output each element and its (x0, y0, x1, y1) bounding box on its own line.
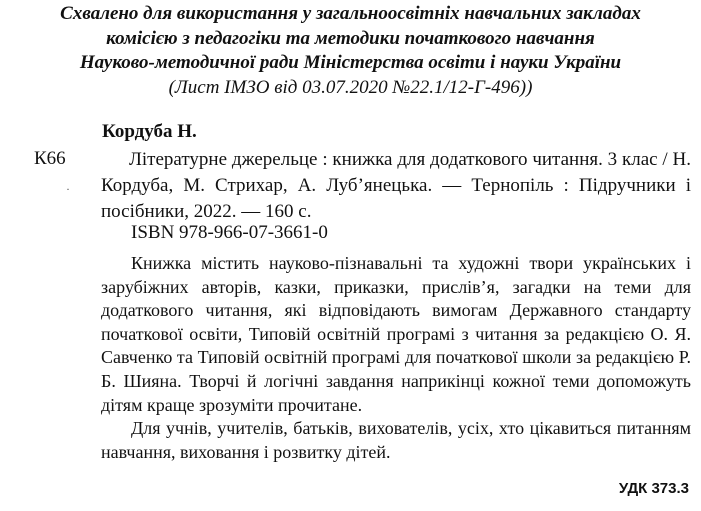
annotation-paragraph-2: Для учнів, учителів, батьків, вихователів, усіх, хто цікавиться питанням навчання, виховання і розвитку дітей. (101, 418, 691, 462)
margin-mark: · (66, 182, 70, 196)
isbn: ISBN 978-966-07-3661-0 (131, 222, 328, 243)
bibliographic-record (101, 147, 691, 225)
author-heading: Кордуба Н. (102, 121, 197, 142)
title-statement: Літературне джерельце : книжка для додаткового читання. 3 клас / Н. Кордуба, М. Стрихар, А. Луб’янецька. — Тернопіль : Підручники і посібники, 2022. — 160 с. (101, 149, 691, 222)
annotation (101, 252, 691, 464)
classification-code: К66 (34, 148, 66, 169)
approval-line-2: комісією з педагогіки та методики початкового навчання (106, 27, 595, 49)
udk-code: УДК 373.3 (618, 480, 689, 497)
approval-line-3: Науково-методичної ради Міністерства освіти і науки України (79, 52, 622, 73)
annotation-paragraph-1: Книжка містить науково-пізнавальні та художні твори українських і зарубіжних авторів, казки, приказки, прислів’я, загадки на теми для додаткового читання, які відповідають вимогам Державного стандарту початкової освіти, Типовій освітній програмі з читання за редакцією О. Я. Савченко та Типовій освітній програмі для початкової школи за редакцією Р. Б. Шияна. Творчі й логічні завдання наприкінці кожної теми допоможуть дітям краще зрозуміти прочитане. (101, 253, 691, 415)
approval-line-1: Схвалено для використання у загальноосвітніх навчальних закладах (60, 3, 641, 24)
approval-reference: (Лист ІМЗО від 03.07.2020 №22.1/12-Г-496)) (168, 76, 533, 98)
approval-statement (0, 2, 701, 100)
